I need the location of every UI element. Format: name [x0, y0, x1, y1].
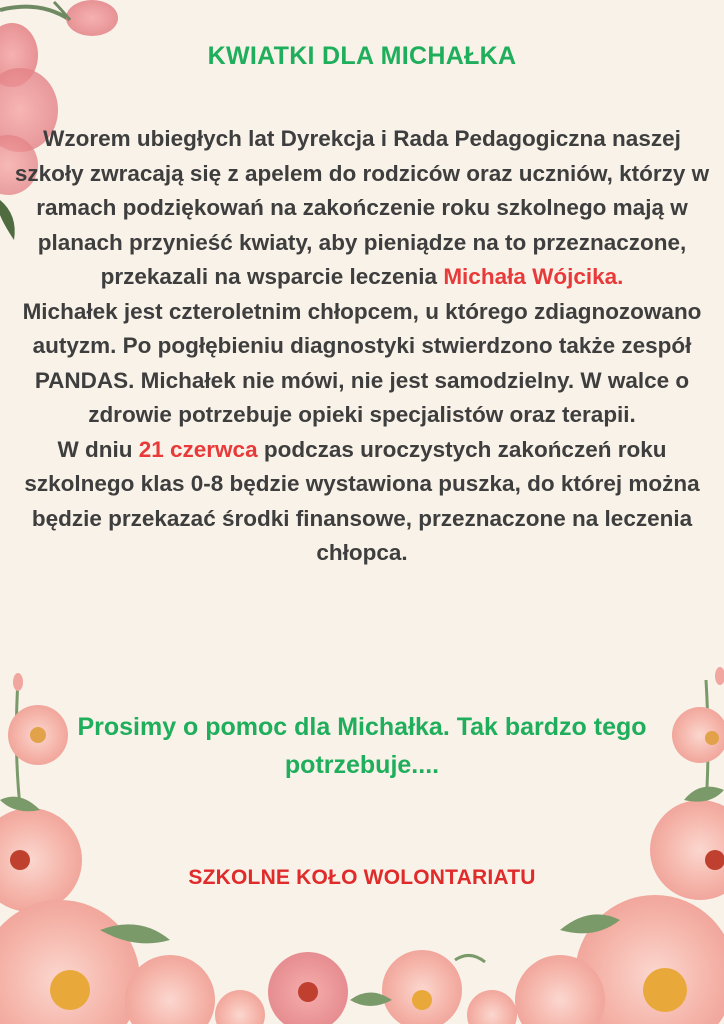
signature: SZKOLNE KOŁO WOLONTARIATU — [188, 866, 536, 889]
collection-date: 21 czerwca — [138, 436, 258, 462]
paragraph-collection — [8, 433, 716, 571]
appeal-text — [8, 122, 716, 571]
collection-lead: W dniu — [57, 436, 139, 462]
collection-text: podczas uroczystych zakończeń roku szkolnego klas 0-8 będzie wystawiona puszka, do której można będzie przekazać środki finansowe, przeznaczone na leczenia chłopca. — [24, 436, 700, 565]
child-name: Michała Wójcika. — [443, 264, 624, 289]
page-title: KWIATKI DLA MICHAŁKA — [207, 42, 517, 70]
diagnosis-text: Michałek jest czteroletnim chłopcem, u którego zdiagnozowano autyzm. Po pogłębieniu diagnostyki stwierdzono także zespół PANDAS. Michałek nie mówi, nie jest samodzielny. W walce o zdrowie potrzebuje opieki specjalistów oraz terapii. — [22, 298, 702, 427]
plea-text: Prosimy o pomoc dla Michałka. Tak bardzo tego potrzebuje.... — [77, 713, 647, 779]
paragraph-diagnosis — [8, 295, 716, 433]
intro-text: Wzorem ubiegłych lat Dyrekcja i Rada Pedagogiczna naszej szkoły zwracają się z apelem do rodziców oraz uczniów, którzy w ramach podziękowań na zakończenie roku szkolnego mają w planach przynieść kwiaty, aby pieniądze na to przeznaczone, przekazali na wsparcie leczenia — [14, 126, 710, 289]
paragraph-intro — [8, 122, 716, 295]
